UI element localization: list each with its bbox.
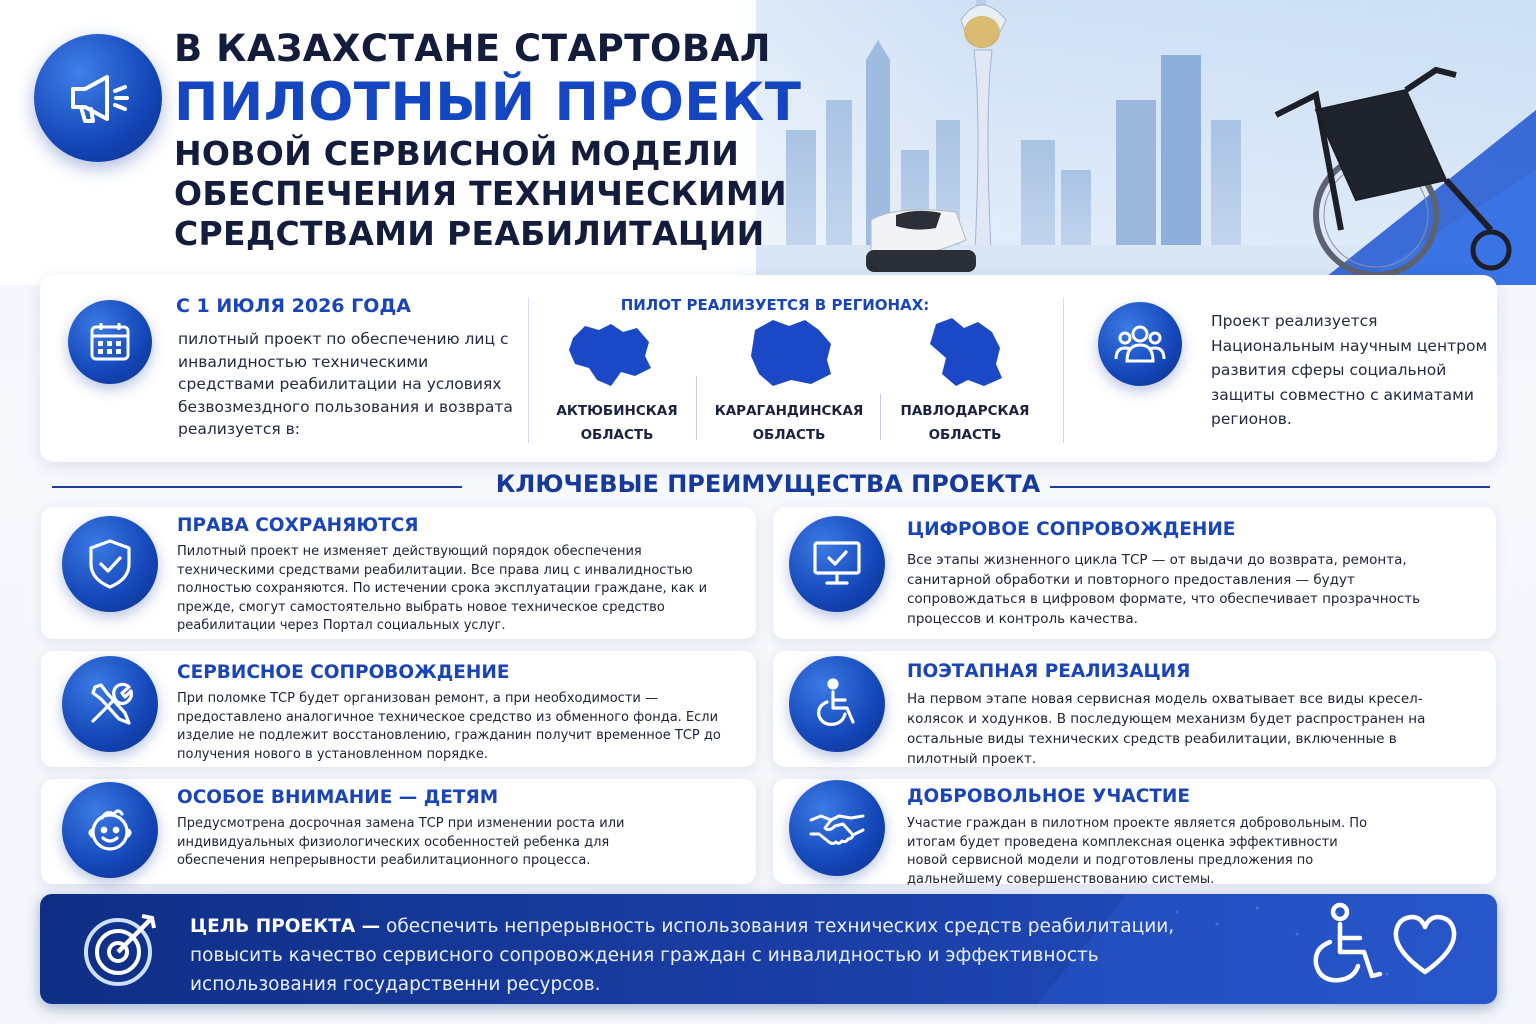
people-group-icon bbox=[1098, 302, 1182, 386]
target-icon bbox=[80, 908, 162, 990]
megaphone-icon bbox=[34, 34, 162, 162]
monitor-check-icon bbox=[789, 516, 885, 612]
heart-icon bbox=[1390, 912, 1460, 978]
calendar-icon bbox=[68, 300, 152, 384]
start-date-title: С 1 ИЮЛЯ 2026 ГОДА bbox=[176, 295, 412, 317]
benefit-title: ПРАВА СОХРАНЯЮТСЯ bbox=[177, 515, 419, 536]
region-karaganda: КАРАГАНДИНСКАЯ ОБЛАСТЬ bbox=[714, 403, 864, 443]
benefit-text: Предусмотрена досрочная замена ТСР при изменении роста или индивидуальных физиологических особенностей ребенка для обеспечения непрерывности реабилитационного процесса. bbox=[177, 816, 625, 868]
title-line-3: НОВОЙ СЕРВИСНОЙ МОДЕЛИ bbox=[174, 134, 740, 173]
title-line-2: ПИЛОТНЫЙ ПРОЕКТ bbox=[174, 72, 802, 133]
goal-description: обеспечить непрерывность использования технических средств реабилитации, повысить качество сервисного сопровождения граждан с инвалидностью и эффективность использования государственни ресурсов. bbox=[190, 916, 1175, 995]
title-line-4: ОБЕСПЕЧЕНИЯ ТЕХНИЧЕСКИМИ bbox=[174, 174, 787, 213]
regions-title: ПИЛОТ РЕАЛИЗУЕТСЯ В РЕГИОНАХ: bbox=[620, 296, 930, 314]
benefit-title: ЦИФРОВОЕ СОПРОВОЖДЕНИЕ bbox=[907, 519, 1236, 540]
benefit-title: ДОБРОВОЛЬНОЕ УЧАСТИЕ bbox=[907, 786, 1191, 807]
benefit-text: На первом этапе новая сервисная модель охватывает все виды кресел-колясок и ходунков. В последующем механизм будет распространен на остальные виды технических средств реабилитации, включенные в пилотный проект. bbox=[907, 691, 1426, 767]
benefit-text: При поломке ТСР будет организован ремонт, а при необходимости — предоставлено аналогичное техническое средство из обменного фонда. Если изделие не подлежит восстановлению, гражданин получит временное ТСР до получения нового в установленном порядке. bbox=[177, 691, 721, 762]
region-pavlodar: ПАВЛОДАРСКАЯ ОБЛАСТЬ bbox=[900, 403, 1030, 443]
hero-banner bbox=[0, 0, 1536, 285]
karaganda-region-map-icon bbox=[745, 316, 835, 388]
child-face-icon bbox=[62, 782, 158, 878]
title-line-5: СРЕДСТВАМИ РЕАБИЛИТАЦИИ bbox=[174, 214, 765, 253]
tools-icon bbox=[62, 656, 158, 752]
section-title: КЛЮЧЕВЫЕ ПРЕИМУЩЕСТВА ПРОЕКТА bbox=[495, 470, 1041, 498]
goal-text bbox=[190, 912, 1190, 999]
city-skyline-illustration bbox=[756, 0, 1536, 285]
wheelchair-icon bbox=[789, 656, 885, 752]
page-title bbox=[174, 26, 814, 254]
benefit-text: Пилотный проект не изменяет действующий порядок обеспечения техническими средствами реабилитации. Все права лиц с инвалидностью полностью сохраняются. По истечении срока эксплуатации граждане, как и прежде, смогут самостоятельно выбрать новое техническое средство реабилитации через Портал социальных услуг. bbox=[177, 544, 708, 633]
organizer-text: Проект реализуется Национальным научным центром развития сферы социальной защиты совместно с акиматами регионов. bbox=[1211, 312, 1488, 428]
title-line-1: В КАЗАХСТАНЕ СТАРТОВАЛ bbox=[174, 27, 771, 70]
pavlodar-region-map-icon bbox=[922, 314, 1006, 390]
benefit-title: ОСОБОЕ ВНИМАНИЕ — ДЕТЯМ bbox=[177, 787, 499, 808]
benefit-text: Все этапы жизненного цикла ТСР — от выдачи до возврата, ремонта, санитарной обработки и повторного предоставления — будут сопровождаться в цифровом формате, что обеспечивает прозрачность процессов и контроль качества. bbox=[907, 552, 1421, 627]
benefit-text: Участие граждан в пилотном проекте является добровольным. По итогам будет проведена комплексная оценка эффективности новой сервисной модели и подготовлены предложения по дальнейшему совершенствованию системы. bbox=[907, 816, 1368, 887]
wheelchair-icon bbox=[1308, 902, 1386, 990]
handshake-icon bbox=[789, 780, 885, 876]
aktobe-region-map-icon bbox=[565, 320, 655, 392]
region-aktobe: АКТЮБИНСКАЯ ОБЛАСТЬ bbox=[556, 403, 678, 443]
goal-label: ЦЕЛЬ ПРОЕКТА — bbox=[190, 916, 381, 937]
start-date-text: пилотный проект по обеспечению лиц с инвалидностью техническими средствами реабилитации на условиях безвозмездного пользования и возврата реализуется в: bbox=[178, 330, 513, 438]
divider bbox=[1063, 298, 1064, 443]
shield-check-icon bbox=[62, 516, 158, 612]
benefit-title: СЕРВИСНОЕ СОПРОВОЖДЕНИЕ bbox=[177, 662, 510, 683]
benefit-title: ПОЭТАПНАЯ РЕАЛИЗАЦИЯ bbox=[907, 661, 1191, 682]
